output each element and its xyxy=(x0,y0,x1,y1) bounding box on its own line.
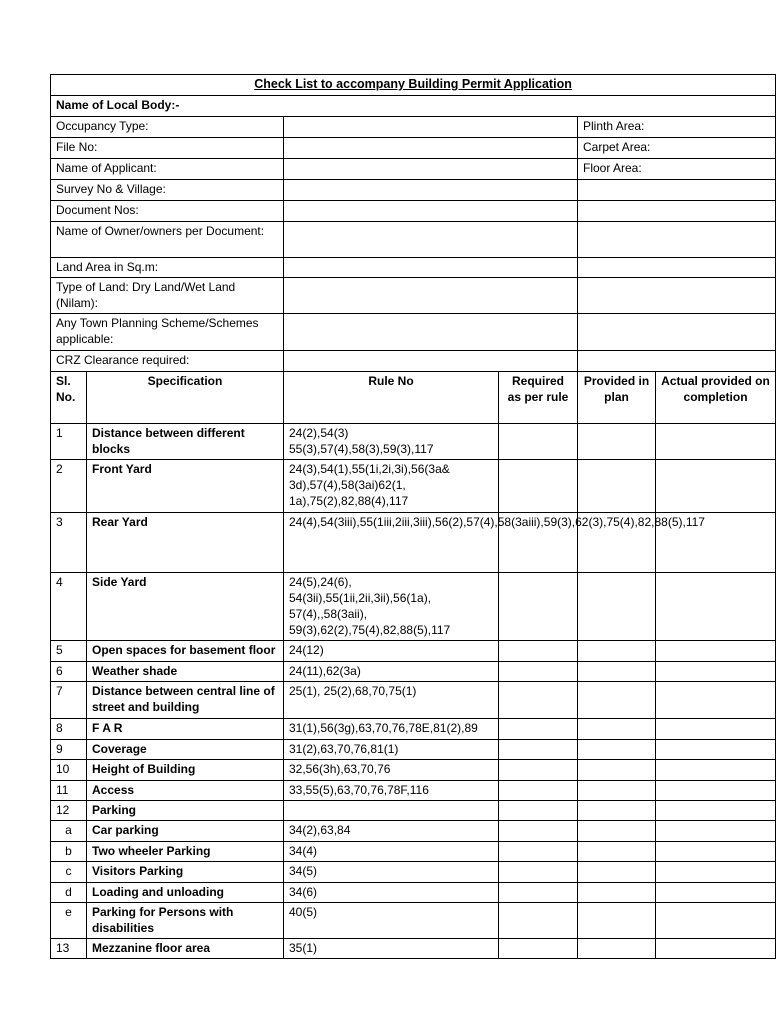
info-label: File No: xyxy=(51,138,284,159)
table-row xyxy=(51,719,776,740)
table-row xyxy=(51,662,776,682)
row-provided-cell xyxy=(578,740,656,760)
checklist-table xyxy=(50,74,776,959)
row-actual-cell xyxy=(656,760,776,781)
column-header-row xyxy=(51,372,776,424)
row-provided-cell xyxy=(578,641,656,662)
info-label: Land Area in Sq.m: xyxy=(51,258,284,278)
row-provided-cell xyxy=(578,883,656,903)
row-actual-cell xyxy=(656,781,776,801)
info-value xyxy=(284,159,578,180)
row-required-cell xyxy=(499,883,578,903)
info-right-label: Floor Area: xyxy=(578,159,776,180)
info-value xyxy=(284,314,578,351)
table-row xyxy=(51,460,776,513)
row-rule-no: 24(4),54(3iii),55(1iii,2iii,3iii),56(2),57(4),58(3aiii),59(3),62(3),75(4),82,88(5),117 xyxy=(284,513,499,573)
info-label: Occupancy Type: xyxy=(51,117,284,138)
info-right-label xyxy=(578,314,776,351)
table-row xyxy=(51,781,776,801)
info-label: Type of Land: Dry Land/Wet Land (Nilam): xyxy=(51,278,284,314)
row-actual-cell xyxy=(656,719,776,740)
table-row xyxy=(51,939,776,959)
info-label: Document Nos: xyxy=(51,201,284,222)
row-specification: Distance between different blocks xyxy=(87,424,284,460)
row-required-cell xyxy=(499,781,578,801)
row-sl: e xyxy=(51,903,87,939)
info-row xyxy=(51,351,776,372)
row-specification: Access xyxy=(87,781,284,801)
table-row xyxy=(51,801,776,821)
info-value xyxy=(284,351,578,372)
row-rule-no: 35(1) xyxy=(284,939,499,959)
table-row xyxy=(51,641,776,662)
info-row xyxy=(51,117,776,138)
row-specification: Two wheeler Parking xyxy=(87,842,284,862)
col-actual-header: Actual provided on completion xyxy=(656,372,776,424)
row-rule-no: 31(2),63,70,76,81(1) xyxy=(284,740,499,760)
row-sl: 6 xyxy=(51,662,87,682)
row-sl: b xyxy=(51,842,87,862)
row-required-cell xyxy=(499,719,578,740)
row-specification: Height of Building xyxy=(87,760,284,781)
row-required-cell xyxy=(499,903,578,939)
table-row xyxy=(51,842,776,862)
info-right-label xyxy=(578,351,776,372)
row-provided-cell xyxy=(578,424,656,460)
table-row xyxy=(51,682,776,719)
row-sl: 4 xyxy=(51,573,87,641)
row-specification: Open spaces for basement floor xyxy=(87,641,284,662)
row-required-cell xyxy=(499,842,578,862)
row-specification: Parking xyxy=(87,801,284,821)
info-right-label xyxy=(578,222,776,258)
row-specification: Parking for Persons with disabilities xyxy=(87,903,284,939)
row-actual-cell xyxy=(656,842,776,862)
info-right-label xyxy=(578,201,776,222)
row-actual-cell xyxy=(656,821,776,842)
row-sl: 12 xyxy=(51,801,87,821)
info-label: Any Town Planning Scheme/Schemes applicable: xyxy=(51,314,284,351)
info-right-label: Plinth Area: xyxy=(578,117,776,138)
col-sl-header: Sl. No. xyxy=(51,372,87,424)
row-provided-cell xyxy=(578,682,656,719)
local-body-label: Name of Local Body:- xyxy=(51,96,776,117)
col-rule-header: Rule No xyxy=(284,372,499,424)
row-rule-no: 31(1),56(3g),63,70,76,78E,81(2),89 xyxy=(284,719,499,740)
row-actual-cell xyxy=(656,682,776,719)
row-rule-no: 24(5),24(6), 54(3ii),55(1ii,2ii,3ii),56(1a), 57(4),,58(3aii), 59(3),62(2),75(4),82,88(5),117 xyxy=(284,573,499,641)
row-rule-no: 24(2),54(3) 55(3),57(4),58(3),59(3),117 xyxy=(284,424,499,460)
page-title: Check List to accompany Building Permit Application xyxy=(51,75,776,96)
row-sl: c xyxy=(51,862,87,883)
row-rule-no: 24(12) xyxy=(284,641,499,662)
row-provided-cell xyxy=(578,821,656,842)
row-rule-no: 32,56(3h),63,70,76 xyxy=(284,760,499,781)
row-provided-cell xyxy=(578,801,656,821)
col-required-header: Required as per rule xyxy=(499,372,578,424)
info-value xyxy=(284,180,578,201)
table-row xyxy=(51,903,776,939)
row-sl: 11 xyxy=(51,781,87,801)
row-required-cell xyxy=(499,424,578,460)
row-rule-no: 40(5) xyxy=(284,903,499,939)
info-label: CRZ Clearance required: xyxy=(51,351,284,372)
row-provided-cell xyxy=(578,939,656,959)
row-actual-cell xyxy=(656,641,776,662)
row-specification: Rear Yard xyxy=(87,513,284,573)
row-provided-cell xyxy=(578,460,656,513)
table-row xyxy=(51,883,776,903)
row-actual-cell xyxy=(656,460,776,513)
row-specification: Car parking xyxy=(87,821,284,842)
row-actual-cell xyxy=(656,903,776,939)
info-label: Name of Owner/owners per Document: xyxy=(51,222,284,258)
row-specification: Loading and unloading xyxy=(87,883,284,903)
row-rule-no: 34(5) xyxy=(284,862,499,883)
row-sl: 8 xyxy=(51,719,87,740)
row-provided-cell xyxy=(578,760,656,781)
row-required-cell xyxy=(499,641,578,662)
row-rule-no: 34(4) xyxy=(284,842,499,862)
row-provided-cell xyxy=(578,862,656,883)
table-row xyxy=(51,862,776,883)
row-sl: 2 xyxy=(51,460,87,513)
row-sl: a xyxy=(51,821,87,842)
info-right-label xyxy=(578,258,776,278)
row-rule-no: 24(11),62(3a) xyxy=(284,662,499,682)
row-sl: d xyxy=(51,883,87,903)
row-rule-no: 24(3),54(1),55(1i,2i,3i),56(3a& 3d),57(4),58(3ai)62(1, 1a),75(2),82,88(4),117 xyxy=(284,460,499,513)
row-required-cell xyxy=(499,760,578,781)
row-rule-no: 25(1), 25(2),68,70,75(1) xyxy=(284,682,499,719)
row-specification: Mezzanine floor area xyxy=(87,939,284,959)
row-sl: 3 xyxy=(51,513,87,573)
row-required-cell xyxy=(499,821,578,842)
row-specification: Visitors Parking xyxy=(87,862,284,883)
row-specification: Front Yard xyxy=(87,460,284,513)
row-required-cell xyxy=(499,862,578,883)
info-value xyxy=(284,138,578,159)
row-specification: Side Yard xyxy=(87,573,284,641)
row-specification: Weather shade xyxy=(87,662,284,682)
row-provided-cell xyxy=(578,781,656,801)
info-row xyxy=(51,180,776,201)
row-required-cell xyxy=(499,573,578,641)
row-provided-cell xyxy=(578,903,656,939)
row-sl: 7 xyxy=(51,682,87,719)
table-row xyxy=(51,513,776,573)
row-provided-cell xyxy=(578,573,656,641)
table-row xyxy=(51,573,776,641)
row-actual-cell xyxy=(656,424,776,460)
row-required-cell xyxy=(499,740,578,760)
info-value xyxy=(284,278,578,314)
row-actual-cell xyxy=(656,939,776,959)
table-row xyxy=(51,424,776,460)
row-provided-cell xyxy=(578,662,656,682)
row-actual-cell xyxy=(656,801,776,821)
col-provided-header: Provided in plan xyxy=(578,372,656,424)
row-sl: 13 xyxy=(51,939,87,959)
row-sl: 1 xyxy=(51,424,87,460)
row-sl: 10 xyxy=(51,760,87,781)
row-rule-no: 34(2),63,84 xyxy=(284,821,499,842)
info-value xyxy=(284,201,578,222)
info-row xyxy=(51,258,776,278)
info-value xyxy=(284,117,578,138)
info-row xyxy=(51,159,776,180)
table-row xyxy=(51,760,776,781)
info-value xyxy=(284,258,578,278)
col-spec-header: Specification xyxy=(87,372,284,424)
table-row xyxy=(51,740,776,760)
info-right-label xyxy=(578,180,776,201)
info-right-label xyxy=(578,278,776,314)
info-value xyxy=(284,222,578,258)
info-row xyxy=(51,201,776,222)
row-specification: F A R xyxy=(87,719,284,740)
row-required-cell xyxy=(499,460,578,513)
info-label: Name of Applicant: xyxy=(51,159,284,180)
row-rule-no: 34(6) xyxy=(284,883,499,903)
row-rule-no xyxy=(284,801,499,821)
info-row xyxy=(51,314,776,351)
row-required-cell xyxy=(499,682,578,719)
row-specification: Distance between central line of street and building xyxy=(87,682,284,719)
row-actual-cell xyxy=(656,573,776,641)
info-row xyxy=(51,222,776,258)
info-row xyxy=(51,278,776,314)
row-required-cell xyxy=(499,939,578,959)
row-specification: Coverage xyxy=(87,740,284,760)
row-sl: 5 xyxy=(51,641,87,662)
row-actual-cell xyxy=(656,862,776,883)
row-actual-cell xyxy=(656,883,776,903)
row-rule-no: 33,55(5),63,70,76,78F,116 xyxy=(284,781,499,801)
info-label: Survey No & Village: xyxy=(51,180,284,201)
row-actual-cell xyxy=(656,740,776,760)
row-actual-cell xyxy=(656,662,776,682)
info-right-label: Carpet Area: xyxy=(578,138,776,159)
row-provided-cell xyxy=(578,719,656,740)
row-sl: 9 xyxy=(51,740,87,760)
row-required-cell xyxy=(499,662,578,682)
row-provided-cell xyxy=(578,842,656,862)
info-row xyxy=(51,138,776,159)
table-row xyxy=(51,821,776,842)
row-required-cell xyxy=(499,801,578,821)
